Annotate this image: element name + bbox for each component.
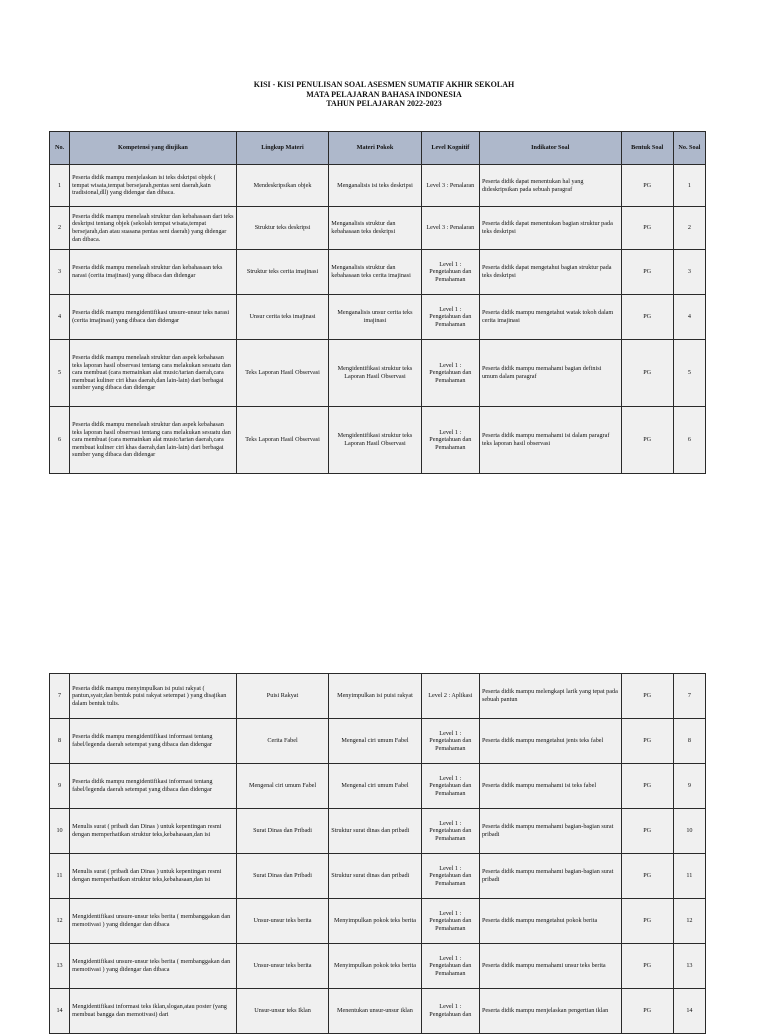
- cell-level: Level 1 : Pengetahuan dan Pemahaman: [421, 809, 479, 854]
- cell-materi: Menganalisis struktur dan kebahasaan teks deskripsi: [329, 207, 421, 250]
- cell-lingkup: Cerita Fabel: [236, 719, 328, 764]
- cell-lingkup: Surat Dinas dan Pribadi: [236, 809, 328, 854]
- cell-level: Level 1 : Pengetahuan dan Pemahaman: [421, 340, 479, 407]
- cell-no-soal: 8: [673, 719, 705, 764]
- table-row: [50, 899, 706, 944]
- cell-lingkup: Surat Dinas dan Pribadi: [236, 854, 328, 899]
- document-title: [0, 80, 768, 109]
- cell-level: Level 1 : Pengetahuan dan Pemahaman: [421, 250, 479, 295]
- cell-bentuk: PG: [621, 854, 673, 899]
- header-materi-pokok: Materi Pokok: [329, 132, 421, 165]
- cell-bentuk: PG: [621, 809, 673, 854]
- cell-no-soal: 6: [673, 407, 705, 474]
- cell-no: 4: [50, 295, 70, 340]
- title-line: KISI - KISI PENULISAN SOAL ASESMEN SUMATIF AKHIR SEKOLAH: [253, 80, 515, 89]
- cell-kompetensi: Menulis surat ( pribadi dan Dinas ) untuk kepentingan resmi dengan memperhatikan struktur teks,kebahasaan,dan isi: [70, 809, 237, 854]
- cell-bentuk: PG: [621, 165, 673, 207]
- cell-lingkup: Teks Laporan Hasil Observasi: [236, 340, 328, 407]
- cell-level: Level 1 : Pengetahuan dan Pemahaman: [421, 764, 479, 809]
- cell-no: 7: [50, 674, 70, 719]
- cell-materi: Menganalisis struktur dan kebahasaan teks cerita imajinasi: [329, 250, 421, 295]
- cell-materi: Mengidentifikasi struktur teks Laporan Hasil Observasi: [329, 407, 421, 474]
- table-row: [50, 989, 706, 1034]
- cell-no-soal: 3: [673, 250, 705, 295]
- header-no: No.: [50, 132, 70, 165]
- cell-level: Level 3 : Penalaran: [421, 207, 479, 250]
- cell-lingkup: Mendeskripsikan objek: [236, 165, 328, 207]
- table-row: [50, 340, 706, 407]
- cell-kompetensi: Peserta didik mampu menelaah struktur dan aspek kebahasan teks laporan hasil observasi tentang cara melakukan sesuatu dan cara membuat (cara memainkan alat music/tarian daerah,cara membuat kuliner ciri khas daerah,dan lain-lain) dari berbagai sumber yang dibaca dan didengar: [70, 340, 237, 407]
- cell-no-soal: 5: [673, 340, 705, 407]
- cell-kompetensi: Mengidentifikasi informasi teks iklan,slogan,atau poster (yang membuat bangga dan memotivasi) dari: [70, 989, 237, 1034]
- header-indikator-soal: Indikator Soal: [479, 132, 621, 165]
- table-row: [50, 407, 706, 474]
- table-row: [50, 674, 706, 719]
- table-row: [50, 854, 706, 899]
- cell-no-soal: 2: [673, 207, 705, 250]
- cell-no-soal: 10: [673, 809, 705, 854]
- cell-no-soal: 12: [673, 899, 705, 944]
- cell-materi: Menganalisis unsur cerita teks imajinasi: [329, 295, 421, 340]
- table-row: [50, 764, 706, 809]
- cell-kompetensi: Menulis surat ( pribadi dan Dinas ) untuk kepentingan resmi dengan memperhatikan struktur teks,kebahasaan,dan isi: [70, 854, 237, 899]
- cell-bentuk: PG: [621, 944, 673, 989]
- cell-kompetensi: Peserta didik mampu mengidentifikasi informasi tentang fabel/legenda daerah setempat yang dibaca dan didengar: [70, 764, 237, 809]
- cell-indikator: Peserta didik mampu memahami isi dalam paragraf teks laporan hasil observasi: [479, 407, 621, 474]
- cell-bentuk: PG: [621, 207, 673, 250]
- cell-no-soal: 1: [673, 165, 705, 207]
- cell-no-soal: 9: [673, 764, 705, 809]
- cell-level: Level 1 : Pengetahuan dan Pemahaman: [421, 854, 479, 899]
- header-level-kognitif: Level Kognitif: [421, 132, 479, 165]
- cell-indikator: Peserta didik mampu memahami bagian definisi umum dalam paragraf: [479, 340, 621, 407]
- cell-materi: Struktur surat dinas dan pribadi: [329, 854, 421, 899]
- cell-materi: Menyimpulkan isi puisi rakyat: [329, 674, 421, 719]
- cell-no: 6: [50, 407, 70, 474]
- cell-bentuk: PG: [621, 295, 673, 340]
- cell-kompetensi: Peserta didik mampu menyimpulkan isi puisi rakyat ( pantun,syair,dan bentuk puisi rakyat setempat ) yang disajikan dalam bentuk tulis.: [70, 674, 237, 719]
- cell-no: 1: [50, 165, 70, 207]
- cell-level: Level 3 : Penalaran: [421, 165, 479, 207]
- cell-indikator: Peserta didik mampu mengetahui pokok berita: [479, 899, 621, 944]
- table-row: [50, 165, 706, 207]
- cell-no: 9: [50, 764, 70, 809]
- cell-indikator: Peserta didik dapat menentukan hal yang dideskripsikan pada sebuah paragraf: [479, 165, 621, 207]
- cell-indikator: Peserta didik mampu melengkapi larik yang tepat pada sebuah pantun: [479, 674, 621, 719]
- header-bentuk-soal: Bentuk Soal: [621, 132, 673, 165]
- cell-level: Level 2 : Aplikasi: [421, 674, 479, 719]
- cell-materi: Menyimpulkan pokok teks berita: [329, 899, 421, 944]
- kisi-table-page-2: [49, 673, 706, 1034]
- cell-indikator: Peserta didik dapat menentukan bagian struktur pada teks deskripsi: [479, 207, 621, 250]
- cell-no: 11: [50, 854, 70, 899]
- table-row: [50, 944, 706, 989]
- cell-kompetensi: Peserta didik mampu mengidentifikasi informasi tentang fabel/legenda daerah setempat yang dibaca dan didengar: [70, 719, 237, 764]
- cell-lingkup: Unsur cerita teks imajinasi: [236, 295, 328, 340]
- cell-no: 2: [50, 207, 70, 250]
- cell-indikator: Peserta didik dapat mengetahui bagian struktur pada teks deskripsi: [479, 250, 621, 295]
- year-line: TAHUN PELAJARAN 2022-2023: [326, 99, 442, 108]
- table-row: [50, 250, 706, 295]
- cell-no-soal: 13: [673, 944, 705, 989]
- cell-bentuk: PG: [621, 674, 673, 719]
- cell-lingkup: Unsur-unsur teks Iklan: [236, 989, 328, 1034]
- cell-indikator: Peserta didik mampu mengetahui jenis teks fabel: [479, 719, 621, 764]
- cell-kompetensi: Peserta didik mampu mengidentifikasi unsure-unsur teks narasi (cerita imajinasi) yang dibaca dan didengar: [70, 295, 237, 340]
- cell-no: 3: [50, 250, 70, 295]
- cell-no: 12: [50, 899, 70, 944]
- cell-materi: Mengidentifikasi struktur teks Laporan Hasil Observasi: [329, 340, 421, 407]
- cell-materi: Mengenal ciri umum Fabel: [329, 719, 421, 764]
- cell-materi: Menentukan unsur-unsur iklan: [329, 989, 421, 1034]
- cell-lingkup: Puisi Rakyat: [236, 674, 328, 719]
- cell-no-soal: 4: [673, 295, 705, 340]
- cell-lingkup: Teks Laporan Hasil Observasi: [236, 407, 328, 474]
- table-row: [50, 809, 706, 854]
- cell-level: Level 1 : Pengetahuan dan Pemahaman: [421, 944, 479, 989]
- cell-indikator: Peserta didik mampu memahami bagian-bagian surat pribadi: [479, 809, 621, 854]
- cell-no-soal: 7: [673, 674, 705, 719]
- cell-bentuk: PG: [621, 899, 673, 944]
- cell-materi: Mengenal ciri umum Fabel: [329, 764, 421, 809]
- cell-kompetensi: Peserta didik mampu menjelaskan isi teks dskripsi objek ( tempat wisata,tempat bersejarah,pentas seni daerah,kain tradisional,dll) yang didengar dan dibaca.: [70, 165, 237, 207]
- header-lingkup-materi: Lingkup Materi: [236, 132, 328, 165]
- cell-level: Level 1 : Pengetahuan dan Pemahaman: [421, 407, 479, 474]
- table-header-row: [50, 132, 706, 165]
- cell-materi: Menganalisis isi teks deskripsi: [329, 165, 421, 207]
- cell-kompetensi: Peserta didik mampu menelaah struktur dan kebahasaan teks narasi (cerita imajinasi) yang dibaca dan didengar: [70, 250, 237, 295]
- cell-level: Level 1 : Pengetahuan dan Pemahaman: [421, 719, 479, 764]
- table-row: [50, 295, 706, 340]
- cell-indikator: Peserta didik mampu memahami isi teks fabel: [479, 764, 621, 809]
- header-no-soal: No. Soal: [673, 132, 705, 165]
- cell-materi: Menyimpulkan pokok teks berita: [329, 944, 421, 989]
- cell-no: 10: [50, 809, 70, 854]
- cell-indikator: Peserta didik mampu memahami unsur teks berita: [479, 944, 621, 989]
- cell-kompetensi: Peserta didik mampu menelaah struktur dan kebahasaan dari teks deskripsi tentang objek (sekolah tempat wisata,tempat bersejarah,dan atau suasana pentas seni daerah) yang didengar dan dibaca.: [70, 207, 237, 250]
- cell-bentuk: PG: [621, 250, 673, 295]
- cell-level: Level 1 : Pengetahuan dan Pemahaman: [421, 899, 479, 944]
- cell-bentuk: PG: [621, 989, 673, 1034]
- cell-level: Level 1 : Pengetahuan dan: [421, 989, 479, 1034]
- cell-lingkup: Struktur teks deskripsi: [236, 207, 328, 250]
- cell-lingkup: Unsur-unsur teks berita: [236, 899, 328, 944]
- cell-kompetensi: Mengidentifikasi unsure-unsur teks berita ( membanggakan dan memotivasi ) yang didengar dan dibaca: [70, 899, 237, 944]
- cell-lingkup: Mengenal ciri umum Fabel: [236, 764, 328, 809]
- cell-no: 5: [50, 340, 70, 407]
- cell-lingkup: Struktur teks cerita imajinasi: [236, 250, 328, 295]
- cell-lingkup: Unsur-unsur teks berita: [236, 944, 328, 989]
- cell-indikator: Peserta didik mampu mengetahui watak tokoh dalam cerita imajinasi: [479, 295, 621, 340]
- cell-no: 13: [50, 944, 70, 989]
- cell-no-soal: 14: [673, 989, 705, 1034]
- cell-bentuk: PG: [621, 719, 673, 764]
- kisi-table-page-1: [49, 131, 706, 474]
- cell-kompetensi: Peserta didik mampu menelaah struktur dan aspek kebahasan teks laporan hasil observasi tentang cara melakukan sesuatu dan cara membuat (cara memainkan alat music/tarian daerah,cara membuat kuliner ciri khas daerah,dan lain-lain) dari berbagai sumber yang dibaca dan didengar: [70, 407, 237, 474]
- cell-indikator: Peserta didik mampu memahami bagian-bagian surat pribadi: [479, 854, 621, 899]
- cell-bentuk: PG: [621, 340, 673, 407]
- table-row: [50, 207, 706, 250]
- cell-bentuk: PG: [621, 407, 673, 474]
- table-row: [50, 719, 706, 764]
- cell-indikator: Peserta didik mampu menjelaskan pengertian iklan: [479, 989, 621, 1034]
- cell-bentuk: PG: [621, 764, 673, 809]
- cell-materi: Struktur surat dinas dan pribadi: [329, 809, 421, 854]
- cell-no: 8: [50, 719, 70, 764]
- header-kompetensi: Kompetensi yang diujikan: [70, 132, 237, 165]
- cell-level: Level 1 : Pengetahuan dan Pemahaman: [421, 295, 479, 340]
- cell-no: 14: [50, 989, 70, 1034]
- cell-no-soal: 11: [673, 854, 705, 899]
- cell-kompetensi: Mengidentifikasi unsure-unsur teks berita ( membanggakan dan memotivasi ) yang didengar dan dibaca: [70, 944, 237, 989]
- subtitle-line: MATA PELAJARAN BAHASA INDONESIA: [306, 89, 462, 99]
